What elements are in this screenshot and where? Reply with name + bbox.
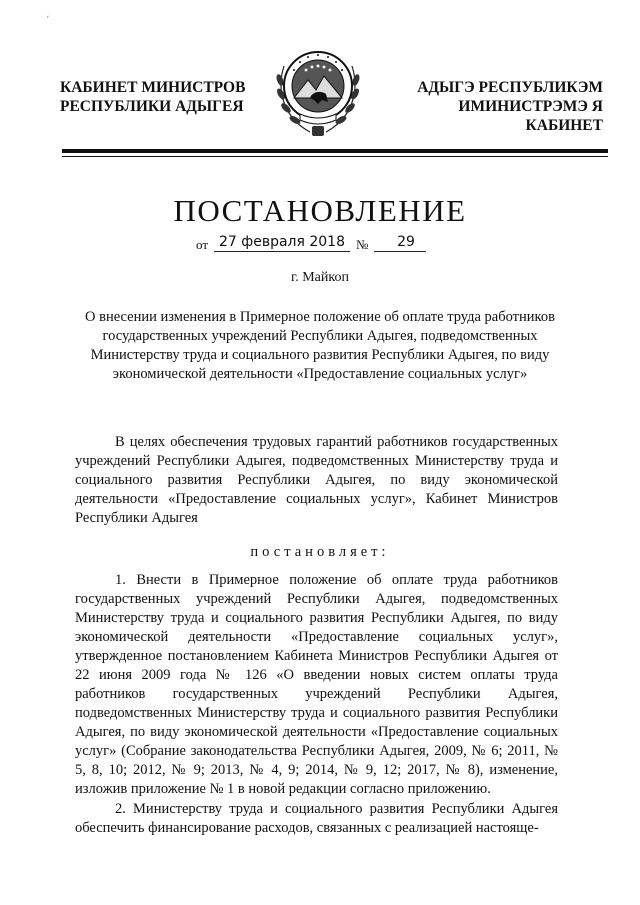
resolves-heading: постановляет: [250, 544, 390, 560]
header-rule-thin [62, 156, 608, 157]
header-right-line2: ИМИНИСТРЭМЭ Я КАБИНЕТ [458, 98, 603, 134]
header-rule-thick [62, 149, 608, 153]
header-left-ru [60, 78, 250, 116]
header-right-line1: АДЫГЭ РЕСПУБЛИКЭМ [417, 79, 603, 96]
clause-1: 1. Внести в Примерное положение об оплате труда работников государственных учреждений Республики Адыгея, подведомственных Министерству труда и социального развития Республики Адыгея, по виду экономической деятельности «Предоставление социальных услуг», утвержденное постановлением Кабинета Министров Республики Адыгея от 22 июня 2009 года № 126 «О введении новых систем оплаты труда работников государственных учреждений Республики Адыгея, подведомственных Министерству труда и социального развития Республики Адыгея, по виду экономической деятельности «Предоставление социальных услуг» (Собрание законодательства Республики Адыгея, 2009, № 6; 2011, № 5, 8, 10; 2012, № 9; 2013, № 4, 9; 2014, № 9, 12; 2017, № 8), изменение, изложив приложение № 1 в новой редакции согласно приложению. [75, 572, 558, 797]
date-underline [214, 251, 350, 252]
document-title: ПОСТАНОВЛЕНИЕ [173, 193, 467, 228]
coat-of-arms-emblem [270, 36, 366, 140]
date-from-label: от [196, 237, 209, 252]
resolution-subject: О внесении изменения в Примерное положение об оплате труда работников государственных учреждений Республики Адыгея, подведомственных Министерству труда и социального развития Республики Адыгея, по виду экономической деятельности «Предоставление социальных услуг» [85, 309, 555, 382]
number-label: № [356, 237, 369, 252]
date-number-line [196, 233, 456, 255]
header-left-line2: РЕСПУБЛИКИ АДЫГЕЯ [60, 98, 244, 115]
header-right-ady [388, 78, 603, 135]
scan-mark: ʹ [47, 14, 49, 24]
number-underline [374, 251, 426, 252]
handwritten-number: 29 [397, 234, 415, 250]
city: г. Майкоп [291, 270, 349, 285]
preamble-paragraph: В целях обеспечения трудовых гарантий работников государственных учреждений Республики Адыгея, подведомственных Министерству труда и социального развития Республики Адыгея, по виду экономической деятельности «Предоставление социальных услуг», Кабинет Министров Республики Адыгея [75, 434, 558, 526]
handwritten-date: 27 февраля 2018 [218, 234, 345, 250]
clause-2: 2. Министерству труда и социального развития Республики Адыгея обеспечить финансирование расходов, связанных с реализацией настояще- [75, 801, 558, 836]
header-left-line1: КАБИНЕТ МИНИСТРОВ [60, 79, 246, 96]
